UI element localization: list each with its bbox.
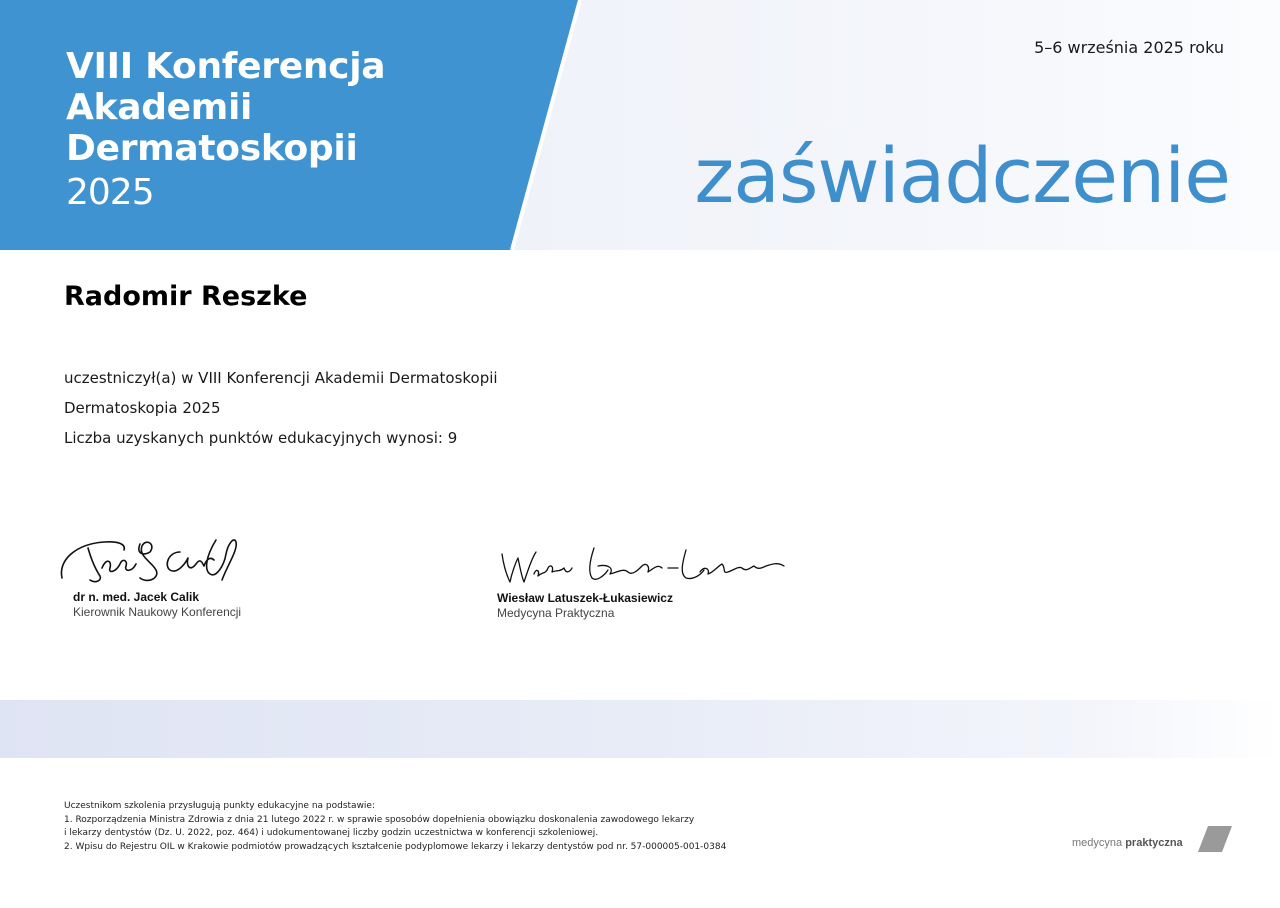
footnote-line: 1. Rozporządzenia Ministra Zdrowia z dnia 21 lutego 2022 r. w sprawie sposobów dopełnienia obowiązku doskonalenia zawodowego lekarzy: [64, 814, 695, 825]
document-type-title: zaświadczenie: [694, 131, 1230, 220]
event-year: 2025: [66, 172, 154, 213]
event-title-line: Akademii: [66, 87, 253, 128]
footnote-line: i lekarzy dentystów (Dz. U. 2022, poz. 464) i udokumentowanej liczby godzin uczestnictwa w konferencji szkoleniowej.: [64, 828, 599, 838]
event-title: [66, 46, 526, 169]
participation-statement: uczestniczył(a) w VIII Konferencji Akademii Dermatoskopii: [64, 369, 498, 387]
legal-footnotes: [64, 800, 726, 854]
signatory-role: Kierownik Naukowy Konferencji: [73, 605, 242, 619]
signatory-name: Wiesław Latuszek-Łukasiewicz: [497, 591, 673, 605]
signature-block-publisher: [496, 538, 796, 620]
logo-wordmark: [1072, 837, 1183, 849]
event-title-line: VIII Konferencja: [66, 46, 386, 87]
education-points: Liczba uzyskanych punktów edukacyjnych wynosi: 9: [64, 429, 458, 447]
medycyna-praktyczna-logo: [1072, 826, 1232, 852]
signatory-role: Medycyna Praktyczna: [497, 606, 615, 620]
certificate-header: [0, 0, 1280, 250]
footnote-line: Uczestnikom szkolenia przysługują punkty edukacyjne na podstawie:: [64, 801, 376, 811]
logo-mark-icon: [1198, 826, 1232, 852]
signatory-name: dr n. med. Jacek Calik: [73, 590, 200, 604]
logo-prefix: medycyna: [1072, 837, 1123, 849]
logo-bold: praktyczna: [1125, 837, 1183, 849]
footnote-line: 2. Wpisu do Rejestru OIL w Krakowie podmiotów prowadzących kształcenie podyplomowe lekarzy i lekarzy dentystów pod nr. 57-000005-001-0384: [64, 841, 727, 852]
handwritten-signature: [496, 538, 796, 592]
handwritten-signature: [56, 530, 246, 592]
event-name: Dermatoskopia 2025: [64, 399, 221, 417]
event-title-line: Dermatoskopii: [66, 128, 358, 169]
event-dates: 5–6 września 2025 roku: [1034, 38, 1224, 57]
decorative-band: [0, 700, 1280, 758]
certificate-body: [64, 368, 498, 458]
recipient-name: Radomir Reszke: [64, 281, 308, 312]
signature-block-scientific-director: [56, 530, 246, 619]
